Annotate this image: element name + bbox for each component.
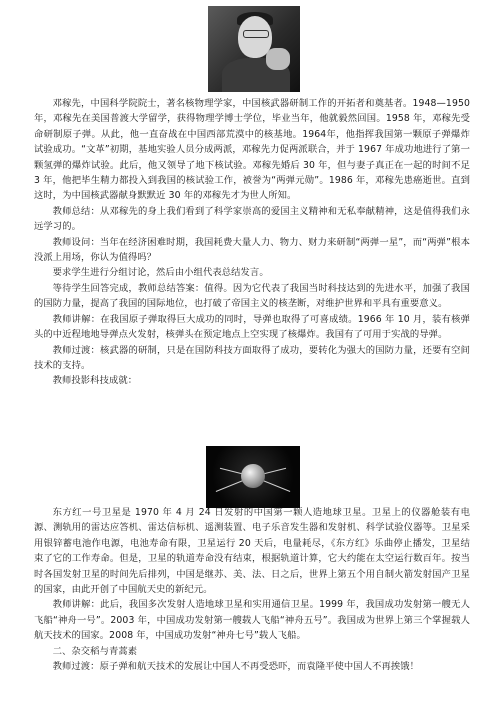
paragraph-teacher-question: 教师设问：当年在经济困难时期，我国耗费大量人力、物力、财力来研制“两弹一星”，而“两弹”根本没派上用场，你认为值得吗？ — [34, 236, 470, 264]
portrait-glasses-shape — [243, 30, 269, 38]
paragraph-answer-summary: 等待学生回答完成，教师总结答案：值得。因为它代表了我国当时科技达到的先进水平，加强了我国的国防力量，提高了我国的国际地位，也打破了帝国主义的核垄断，对维护世界和平具有重要意义。 — [34, 282, 470, 310]
section-heading-rice-artemisinin: 二、杂交稻与青蒿素 — [52, 645, 138, 657]
paragraph-group-discussion: 要求学生进行分组讨论，然后由小组代表总结发言。 — [52, 267, 269, 279]
paragraph-transition-rice: 教师过渡：原子弹和航天技术的发展让中国人不再受恐吓，而袁隆平使中国人不再挨饿！ — [52, 661, 420, 673]
paragraph-missile-explanation: 教师讲解：在我国原子弹取得巨大成功的同时，导弹也取得了可喜成绩。1966 年 10 月，装有核弹头的中近程地地导弹点火发射，核弹头在预定地点上空实现了核爆炸。我国有了可用于实战的导弹。 — [34, 313, 470, 341]
text-block-top — [34, 96, 470, 389]
text-block-bottom — [34, 505, 470, 674]
satellite-photo — [206, 446, 300, 508]
paragraph-shenzhou: 教师讲解：此后，我国多次发射人造地球卫星和实用通信卫星。1999 年，我国成功发射第一艘无人飞船“神舟一号”。2003 年，中国成功发射第一艘载人飞船“神舟五号”。我国成为世界上第三个掌握载人航天技术的国家。2008 年，中国成功发射“神舟七号”载人飞船。 — [34, 599, 470, 642]
portrait-hand-shape — [266, 48, 290, 70]
paragraph-teacher-summary: 教师总结：从邓稼先的身上我们看到了科学家崇高的爱国主义精神和无私奉献精神，这是值得我们永远学习的。 — [34, 205, 470, 233]
paragraph-transition-space: 教师过渡：核武器的研制，只是在国防科技方面取得了成功，要转化为强大的国防力量，还要有空间技术的支持。 — [34, 344, 470, 371]
paragraph-dongfanghong: 东方红一号卫星是 1970 年 4 月 24 日发射的中国第一颗人造地球卫星。卫星上的仪器舱装有电源、测轨用的雷达应答机、雷达信标机、遥测装置、电子乐音发生器和发射机、科学试验仪器等。卫星采用银锌蓄电池作电源，电池寿命有限，卫星运行 20 天后，电量耗尽，《东方红》乐曲停止播发，卫星结束了它的工作寿命。但是，卫星的轨道寿命没有结束，根据轨道计算，它大约能在太空运行数百年。按当时各国发射卫星的时间先后排列，中国是继苏、美、法、日之后，世界上第五个用自制火箭发射国产卫星的国家，由此开创了中国航天史的新纪元。 — [34, 507, 470, 596]
portrait-photo — [208, 6, 300, 92]
satellite-sphere — [241, 464, 265, 488]
paragraph-biography: 邓稼先，中国科学院院士，著名核物理学家，中国核武器研制工作的开拓者和奠基者。1948—1950 年，邓稼先在美国普渡大学留学，获得物理学博士学位，毕业当年，他就毅然回国。1958 年，邓稼先受命研制原子弹。从此，他一直奋战在中国西部荒漠中的核基地。1964年，他指挥我国第一颗原子弹爆炸试验成功。“文革”初期，基地实验人员分成两派，邓稼先力促两派联合，并于 1967 年成功地进行了第一颗氢弹的爆炸试验。此后，他又领导了地下核试验。邓稼先婚后 30 年，但与妻子真正在一起的时间不足 3 年，他把毕生精力都投入到我国的核试验工作，被誉为“两弹元勋”。1986 年，邓稼先患癌逝世。直到这时，为中国核武器献身默默近 30 年的邓稼先才为世人所知。 — [34, 98, 470, 202]
paragraph-projection-intro: 教师投影科技成就： — [52, 375, 138, 387]
